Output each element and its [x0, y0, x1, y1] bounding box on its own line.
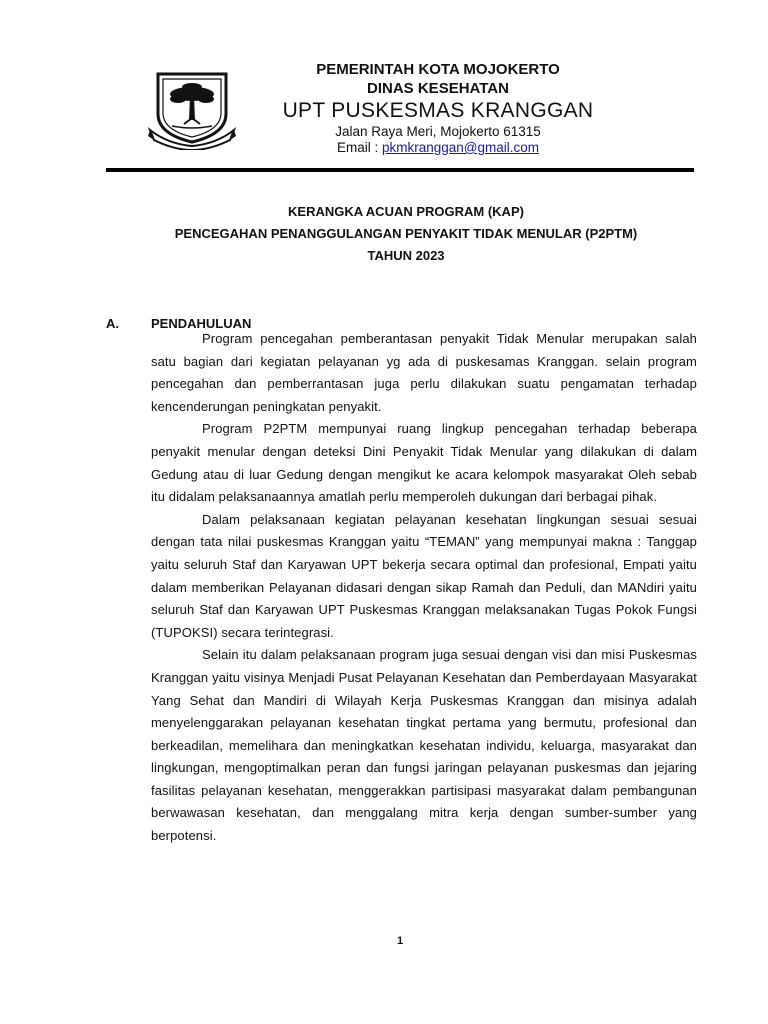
paragraph: Program P2PTM mempunyai ruang lingkup pencegahan terhadap beberapa penyakit menular dengan deteksi Dini Penyakit Tidak Menular yang dilakukan di dalam Gedung atau di luar Gedung dengan mengikut ke acara kelompok masyarakat Oleh sebab itu didalam pelaksanaannya amatlah perlu memperoleh dukungan dari berbagai pihak.	[151, 421, 697, 505]
paragraph: Dalam pelaksanaan kegiatan pelayanan kesehatan lingkungan sesuai sesuai dengan tata nilai puskesmas Kranggan yaitu “TEMAN” yang mempunyai makna : Tanggap yaitu seluruh Staf dan Karyawan UPT bekerja secara optimal dan profesional, Empati yaitu dalam memberikan Pelayanan didasari dengan sikap Ramah dan Peduli, dan MANdiri yaitu seluruh Staf dan Karyawan UPT Puskesmas Kranggan melaksanakan Tugas Pokok Fungsi (TUPOKSI) secara terintegrasi.	[151, 511, 697, 640]
kota-mojokerto-emblem-icon	[148, 68, 236, 150]
paragraph: Program pencegahan pemberantasan penyakit Tidak Menular merupakan salah satu bagian dari kegiatan pelayanan yg ada di puskesamas Kranggan. selain program pencegahan dan pemberrantasan juga perlu dilakukan suatu pengamatan terhadap kencenderungan peningkatan penyakit.	[151, 331, 697, 414]
email-link[interactable]: pkmkranggan@gmail.com	[381, 140, 540, 155]
letterhead-divider	[106, 168, 694, 172]
paragraph: Selain itu dalam pelaksanaan program juga sesuai dengan visi dan misi Puskesmas Kranggan yaitu visinya Menjadi Pusat Pelayanan Kesehatan dan Pemberdayaan Masyarakat Yang Sehat dan Mandiri di Wilayah Kerja Puskesmas Kranggan dan misinya adalah menyelenggarakan pelayanan kesehatan tingkat pertama yang bermutu, profesional dan berkeadilan, memelihara dan meningkatkan kesehatan individu, keluarga, masyarakat dan lingkungan, mengoptimalkan peran dan fungsi jaringan pelayanan puskesmas dan jejaring fasilitas pelayanan kesehatan, menggerakkan partisipasi masyarakat dalam pembangunan berwawasan kesehatan, dan menggalang mitra kerja dengan sumber-sumber yang berpotensi.	[151, 647, 697, 844]
document-title-block	[106, 201, 706, 267]
section-letter: A.	[106, 316, 119, 331]
document-title: KERANGKA ACUAN PROGRAM (KAP)	[288, 204, 524, 219]
department-name: DINAS KESEHATAN	[367, 80, 509, 97]
document-subtitle: PENCEGAHAN PENANGGULANGAN PENYAKIT TIDAK MENULAR (P2PTM)	[174, 226, 638, 241]
email-label: Email :	[336, 140, 382, 155]
document-year: TAHUN 2023	[367, 248, 445, 263]
address: Jalan Raya Meri, Mojokerto 61315	[335, 124, 541, 139]
section-body	[151, 328, 697, 848]
letterhead	[240, 60, 636, 156]
government-name: PEMERINTAH KOTA MOJOKERTO	[316, 61, 560, 78]
page-number: 1	[396, 935, 404, 947]
section-heading: PENDAHULUAN	[151, 316, 252, 331]
email-line	[240, 140, 636, 156]
institution-name: UPT PUSKESMAS KRANGGAN	[282, 99, 594, 122]
